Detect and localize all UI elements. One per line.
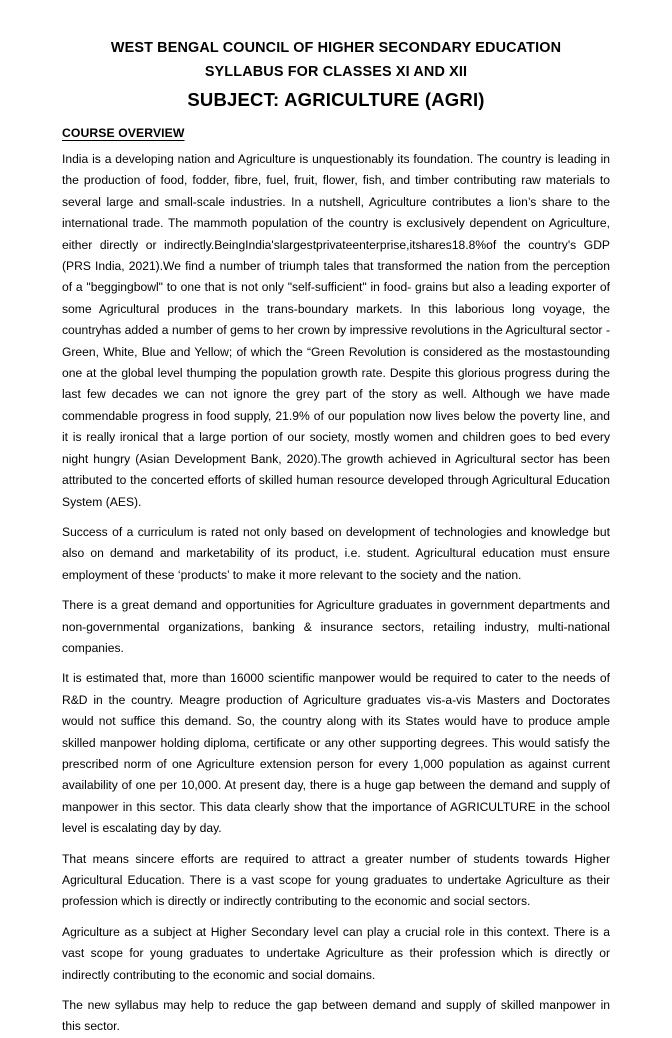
overview-paragraph-5: That means sincere efforts are required to attract a greater number of students towards Higher Agricultural Education. There is a vast scope for young graduates to undertake Agriculture as their profession which is directly or indirectly contributing to the economic and social sectors. xyxy=(62,851,610,909)
council-name-heading: WEST BENGAL COUNCIL OF HIGHER SECONDARY EDUCATION xyxy=(110,40,562,56)
overview-paragraph-6: Agriculture as a subject at Higher Secondary level can play a crucial role in this context. There is a vast scope for young graduates to undertake Agriculture as their profession which is directly or indirectly contributing to the economic and social domains. xyxy=(62,924,610,982)
subject-heading: SUBJECT: AGRICULTURE (AGRI) xyxy=(187,89,485,110)
overview-paragraph-2: Success of a curriculum is rated not only based on development of technologies and knowledge but also on demand and marketability of its product, i.e. student. Agricultural education must ensure employment of these ‘products’ to make it more relevant to the society and the nation. xyxy=(62,524,610,582)
document-title-block xyxy=(62,36,610,115)
syllabus-classes-heading: SYLLABUS FOR CLASSES XI AND XII xyxy=(204,64,468,80)
overview-paragraph-7: The new syllabus may help to reduce the gap between demand and supply of skilled manpower in this sector. xyxy=(62,998,610,1034)
course-overview-heading: COURSE OVERVIEW xyxy=(62,126,185,140)
overview-paragraph-3: There is a great demand and opportunities for Agriculture graduates in government departments and non-governmental organizations, banking & insurance sectors, retailing industry, multi-national companies. xyxy=(62,598,610,655)
overview-paragraph-4: It is estimated that, more than 16000 scientific manpower would be required to cater to the needs of R&D in the country. Meagre production of Agriculture graduates vis-a-vis Masters and Doctorates would not suffice this demand. So, the country along with its States would have to produce ample skilled manpower holding diploma, certificate or any other supporting degrees. This would satisfy the prescribed norm of one Agriculture extension person for every 1,000 population as against current availability of one per 10,000. At present day, there is a huge gap between the demand and supply of manpower in this sector. This data clearly show that the importance of AGRICULTURE in the school level is escalating day by day. xyxy=(62,671,610,836)
overview-paragraph-1: India is a developing nation and Agriculture is unquestionably its foundation. The country is leading in the production of food, fodder, fibre, fuel, fruit, flower, fish, and timber contributing raw materials to several large and small-scale industries. In a nutshell, Agriculture contributes a lion’s share to the international trade. The mammoth population of the country is exclusively dependent on Agriculture, either directly or indirectly.BeingIndia'slargestprivateenterprise,itshares18.8%of the country's GDP (PRS India, 2021).We find a number of triumph tales that transformed the nation from the perception of a "beggingbowl" to one that is not only "self-sufficient" in food- grains but also a leading exporter of some Agricultural produces in the trans-boundary markets. In this laborious long voyage, the countryhas added a number of gems to her crown by impressive revolutions in the Agricultural sector -Green, White, Blue and Yellow; of which the “Green Revolution is considered as the mostastounding one at the global level thumping the population growth rate. Despite this glorious progress during the last few decades we can not ignore the grey part of the story as well. Although we have made commendable progress in food supply, 21.9% of our population now lives below the poverty line, and it is really ironical that a large portion of our society, mostly women and children goes to bed every night hungry (Asian Development Bank, 2020).The growth achieved in Agricultural sector has been attributed to the concerted efforts of skilled human resource developed through Agricultural Education System (AES). xyxy=(62,152,610,509)
